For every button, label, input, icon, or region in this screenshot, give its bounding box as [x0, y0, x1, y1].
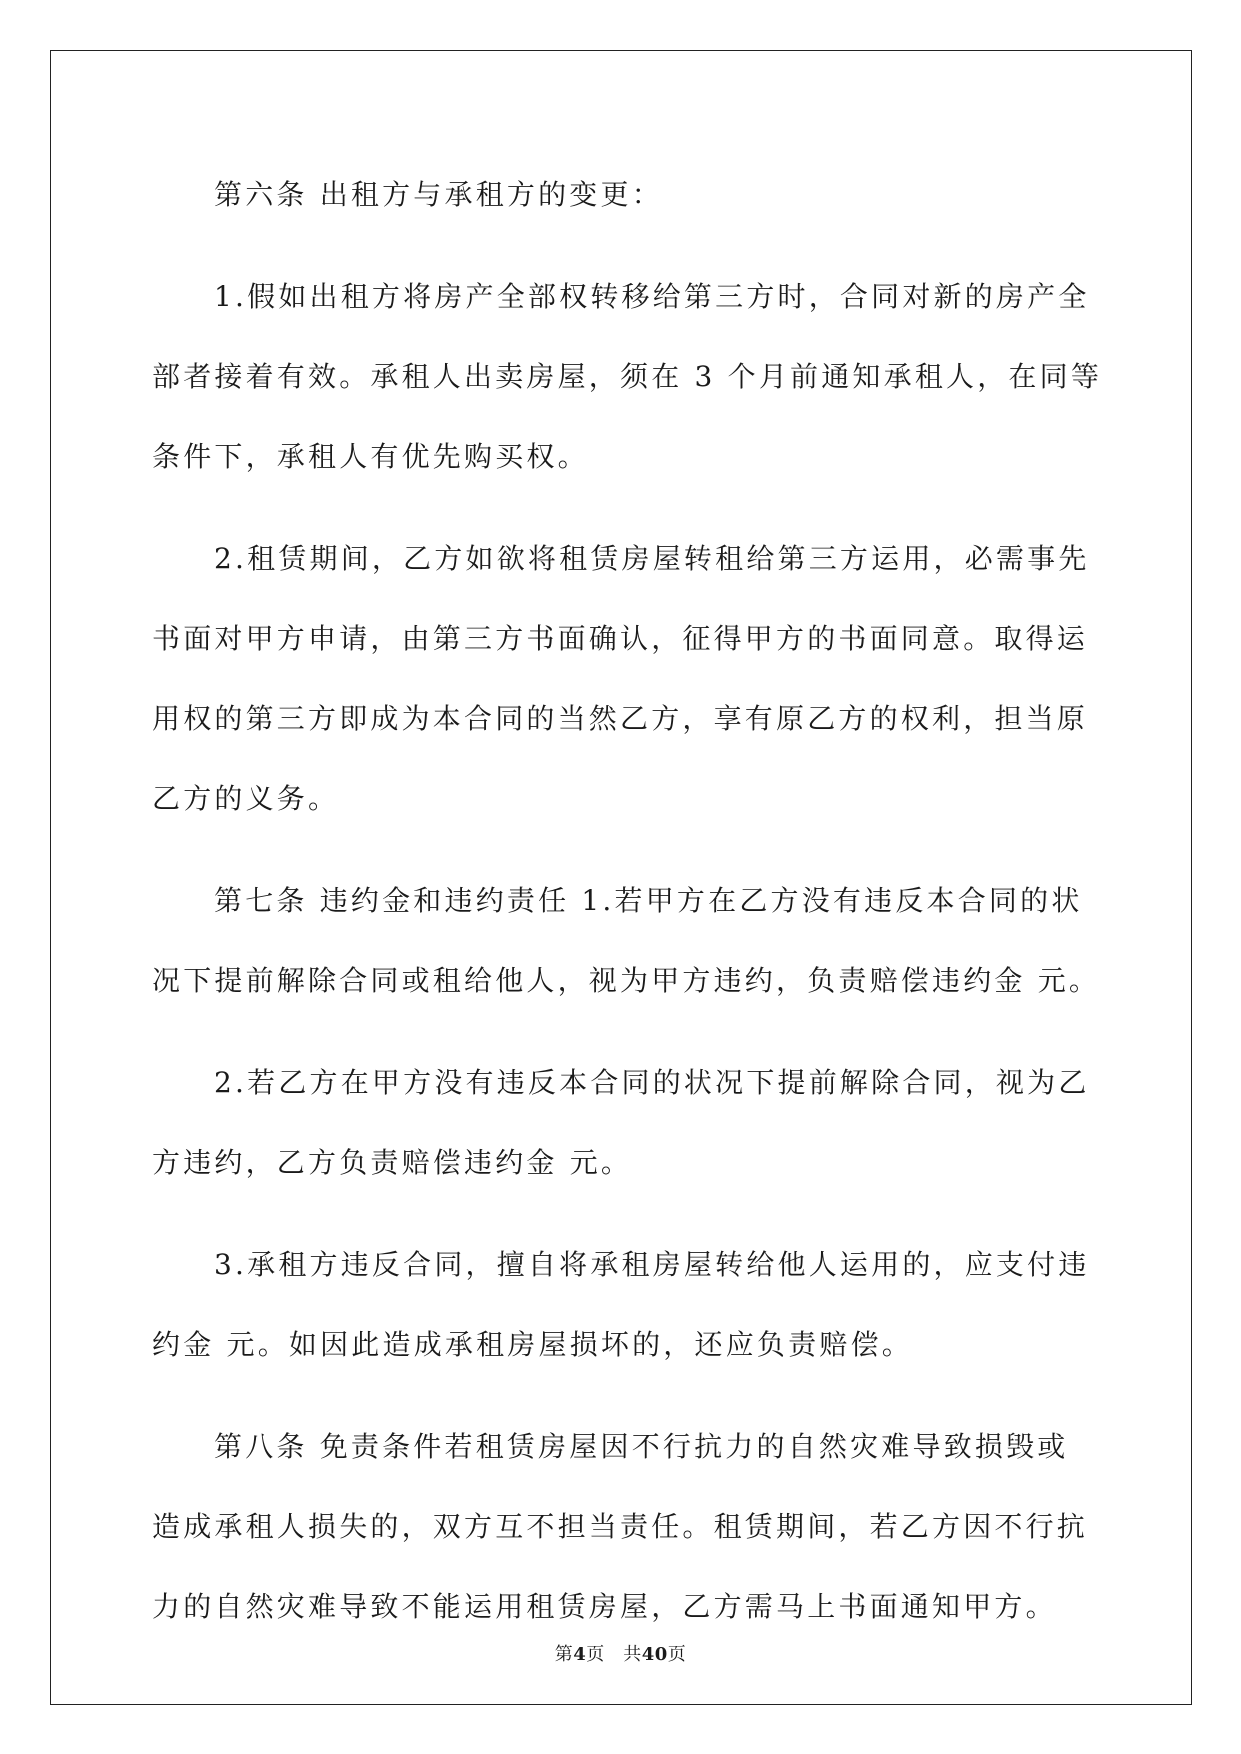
- text-line: 造成承租人损失的，双方互不担当责任。租赁期间，若乙方因不行抗: [152, 1510, 1089, 1543]
- footer-suffix: 页: [667, 1644, 687, 1665]
- paragraph-clause-7-3: [152, 1225, 1090, 1385]
- text-line: 2.租赁期间，乙方如欲将租赁房屋转租给第三方运用，必需事先: [214, 542, 1090, 575]
- text-line: 书面对甲方申请，由第三方书面确认，征得甲方的书面同意。取得运: [152, 622, 1089, 655]
- page-footer: [0, 1640, 1241, 1666]
- paragraph-article-8: [152, 1407, 1090, 1647]
- text-line: 约金 元。如因此造成承租房屋损坏的，还应负责赔偿。: [152, 1328, 913, 1361]
- total-pages-number: 40: [641, 1644, 668, 1665]
- text-line: 第八条 免责条件若租赁房屋因不行抗力的自然灾难导致损毁或: [214, 1430, 1069, 1463]
- text-line: 3.承租方违反合同，擅自将承租房屋转给他人运用的，应支付违: [214, 1248, 1090, 1281]
- current-page-number: 4: [573, 1644, 587, 1665]
- paragraph-clause-7-2: [152, 1043, 1090, 1203]
- text-line: 乙方的义务。: [152, 782, 340, 815]
- text-line: 用权的第三方即成为本合同的当然乙方，享有原乙方的权利，担当原: [152, 702, 1089, 735]
- text-line: 部者接着有效。承租人出卖房屋，须在 3 个月前通知承租人，在同等: [152, 360, 1103, 393]
- footer-middle: 页 共: [586, 1644, 642, 1665]
- text-line: 力的自然灾难导致不能运用租赁房屋，乙方需马上书面通知甲方。: [152, 1590, 1057, 1623]
- document-body: [152, 155, 1103, 1669]
- text-line: 方违约，乙方负责赔偿违约金 元。: [152, 1146, 633, 1179]
- paragraph-clause-6-1: [152, 257, 1103, 497]
- paragraph-article-6: [152, 155, 1090, 235]
- text-line: 2.若乙方在甲方没有违反本合同的状况下提前解除合同，视为乙: [214, 1066, 1090, 1099]
- text-line: 第七条 违约金和违约责任 1.若甲方在乙方没有违反本合同的状: [214, 884, 1083, 917]
- footer-prefix: 第: [554, 1644, 574, 1665]
- paragraph-article-7: [152, 861, 1101, 1021]
- text-line: 条件下，承租人有优先购买权。: [152, 440, 589, 473]
- text-line: 1.假如出租方将房产全部权转移给第三方时，合同对新的房产全: [214, 280, 1090, 313]
- paragraph-clause-6-2: [152, 519, 1090, 839]
- text-line: 况下提前解除合同或租给他人，视为甲方违约，负责赔偿违约金 元。: [152, 964, 1101, 997]
- text-line: 第六条 出租方与承租方的变更：: [214, 178, 663, 211]
